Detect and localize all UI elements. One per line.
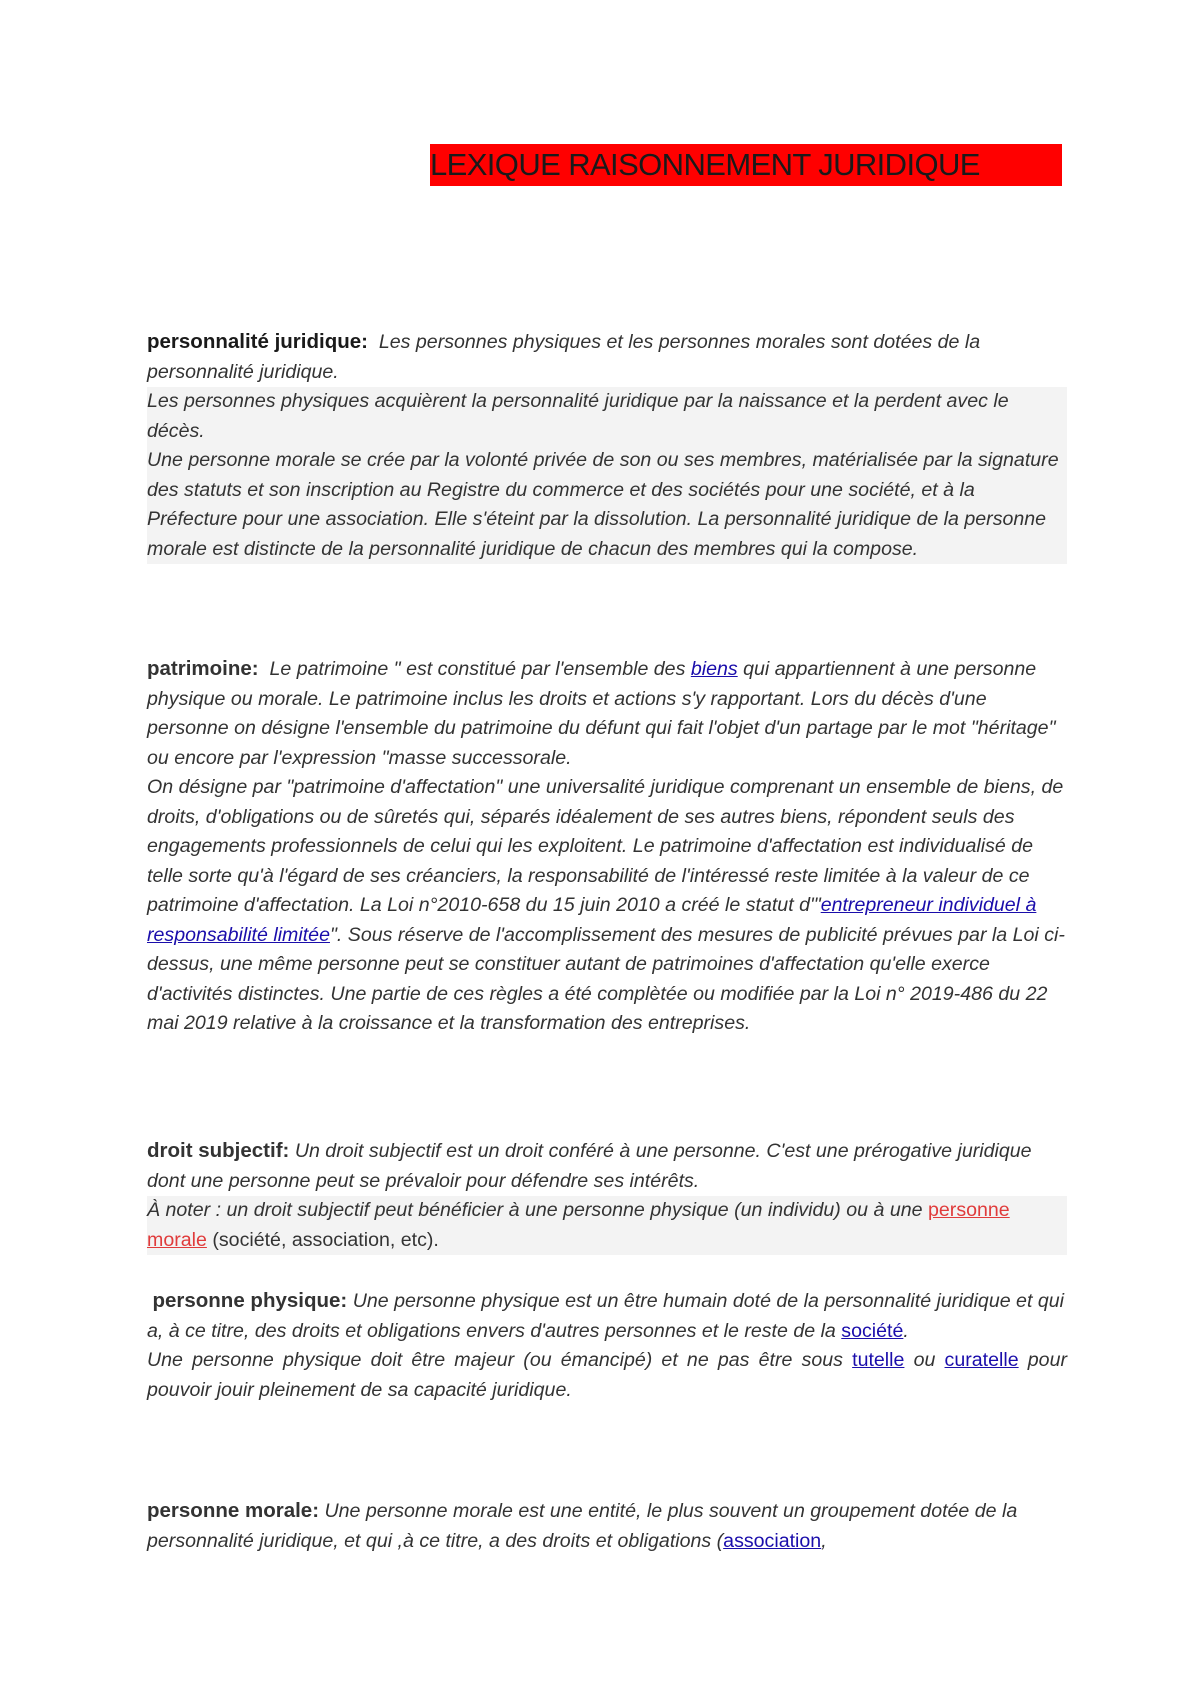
- definition-text: On désigne par "patrimoine d'affectation" une universalité juridique comprenant un ensemble de biens, de droits, d'obligations ou de sûretés qui, séparés idéalement de ses autres biens, répondent seuls des engagements professionnels de celui qui les exploitent. Le patrimoine d'affectation est individualisé de telle sorte qu'à l'égard de ses créanciers, la responsabilité de l'intéressé reste limitée à la valeur de ce patrimoine d'affectation. La Loi n°2010-658 du 15 juin 2010 a créé le statut d'": [147, 776, 1064, 916]
- entry-personnalite-juridique: [147, 327, 1067, 564]
- definition-text: ,: [821, 1529, 827, 1552]
- term-label: personne physique:: [152, 1289, 348, 1312]
- definition-text: Les personnes physiques et les personnes morales sont dotées de la personnalité juridique.: [147, 331, 981, 383]
- definition-text: Les personnes physiques acquièrent la personnalité juridique par la naissance et la perdent avec le décès.: [147, 387, 1067, 446]
- definition-text: Une personne physique est un être humain doté de la personnalité juridique et qui a, à ce titre, des droits et obligations envers d'autres personnes et le reste de la: [147, 1290, 1064, 1342]
- definition-text: Une personne morale est une entité, le plus souvent un groupement dotée de la personnalité juridique, et qui ,à ce titre, a des droits et obligations (: [147, 1500, 1018, 1552]
- page-title: LEXIQUE RAISONNEMENT JURIDIQUE: [430, 144, 1062, 186]
- entry-personne-physique: [147, 1286, 1067, 1405]
- definition-text: (société, association, etc).: [206, 1228, 439, 1251]
- term-label: patrimoine:: [147, 657, 259, 680]
- term-label: personnalité juridique:: [147, 330, 368, 353]
- definition-text: ou: [904, 1349, 945, 1371]
- entry-personne-morale: [147, 1496, 1067, 1556]
- link-biens[interactable]: biens: [690, 658, 738, 680]
- definition-text: Une personne morale se crée par la volonté privée de son ou ses membres, matérialisée par la signature des statuts et son inscription au Registre du commerce et des sociétés pour une société, et à la Préfecture pour une association. Elle s'éteint par la dissolution. La personnalité juridique de la personne morale est distincte de la personnalité juridique de chacun des membres qui la compose.: [147, 446, 1067, 564]
- definition-text: Le patrimoine " est constitué par l'ensemble des: [269, 658, 691, 680]
- term-label: droit subjectif:: [147, 1139, 290, 1162]
- definition-text: ". Sous réserve de l'accomplissement des mesures de publicité prévues par la Loi ci-dessus, une même personne peut se constituer autant de patrimoines d'affectation qu'elle exerce d'activités distinctes. Une partie de ces règles a été complètée ou modifiée par la Loi n° 2019-486 du 22 mai 2019 relative à la croissance et la transformation des entreprises.: [147, 923, 1065, 1034]
- definition-text: .: [903, 1319, 909, 1342]
- definition-text: À noter : un droit subjectif peut bénéficier à une personne physique (un individu) ou à une: [147, 1199, 928, 1221]
- link-societe[interactable]: société: [841, 1319, 904, 1342]
- definition-text: pour pouvoir jouir pleinement de sa capacité juridique.: [147, 1349, 1067, 1401]
- definition-text: Un droit subjectif est un droit conféré à une personne. C'est une prérogative juridique dont une personne peut se prévaloir pour défendre ses intérêts.: [147, 1140, 1032, 1192]
- definition-text: qui appartiennent à une personne physique ou morale. Le patrimoine inclus les droits et actions s'y rapportant. Lors du décès d'une personne on désigne l'ensemble du patrimoine du défunt qui fait l'objet d'un partage par le mot "héritage" ou encore par l'expression "masse successorale.: [147, 658, 1056, 769]
- definition-text: Une personne physique doit être majeur (ou émancipé) et ne pas être sous: [147, 1349, 853, 1371]
- entry-droit-subjectif: [147, 1136, 1067, 1255]
- link-association[interactable]: association: [723, 1529, 822, 1552]
- link-tutelle[interactable]: tutelle: [852, 1349, 905, 1371]
- link-personne-morale[interactable]: personne morale: [147, 1199, 1010, 1251]
- term-label: personne morale:: [147, 1499, 320, 1522]
- link-curatelle[interactable]: curatelle: [944, 1349, 1019, 1371]
- link-entrepreneur-individuel[interactable]: entrepreneur individuel à responsabilité limitée: [147, 894, 1037, 946]
- entry-patrimoine: [147, 654, 1067, 1039]
